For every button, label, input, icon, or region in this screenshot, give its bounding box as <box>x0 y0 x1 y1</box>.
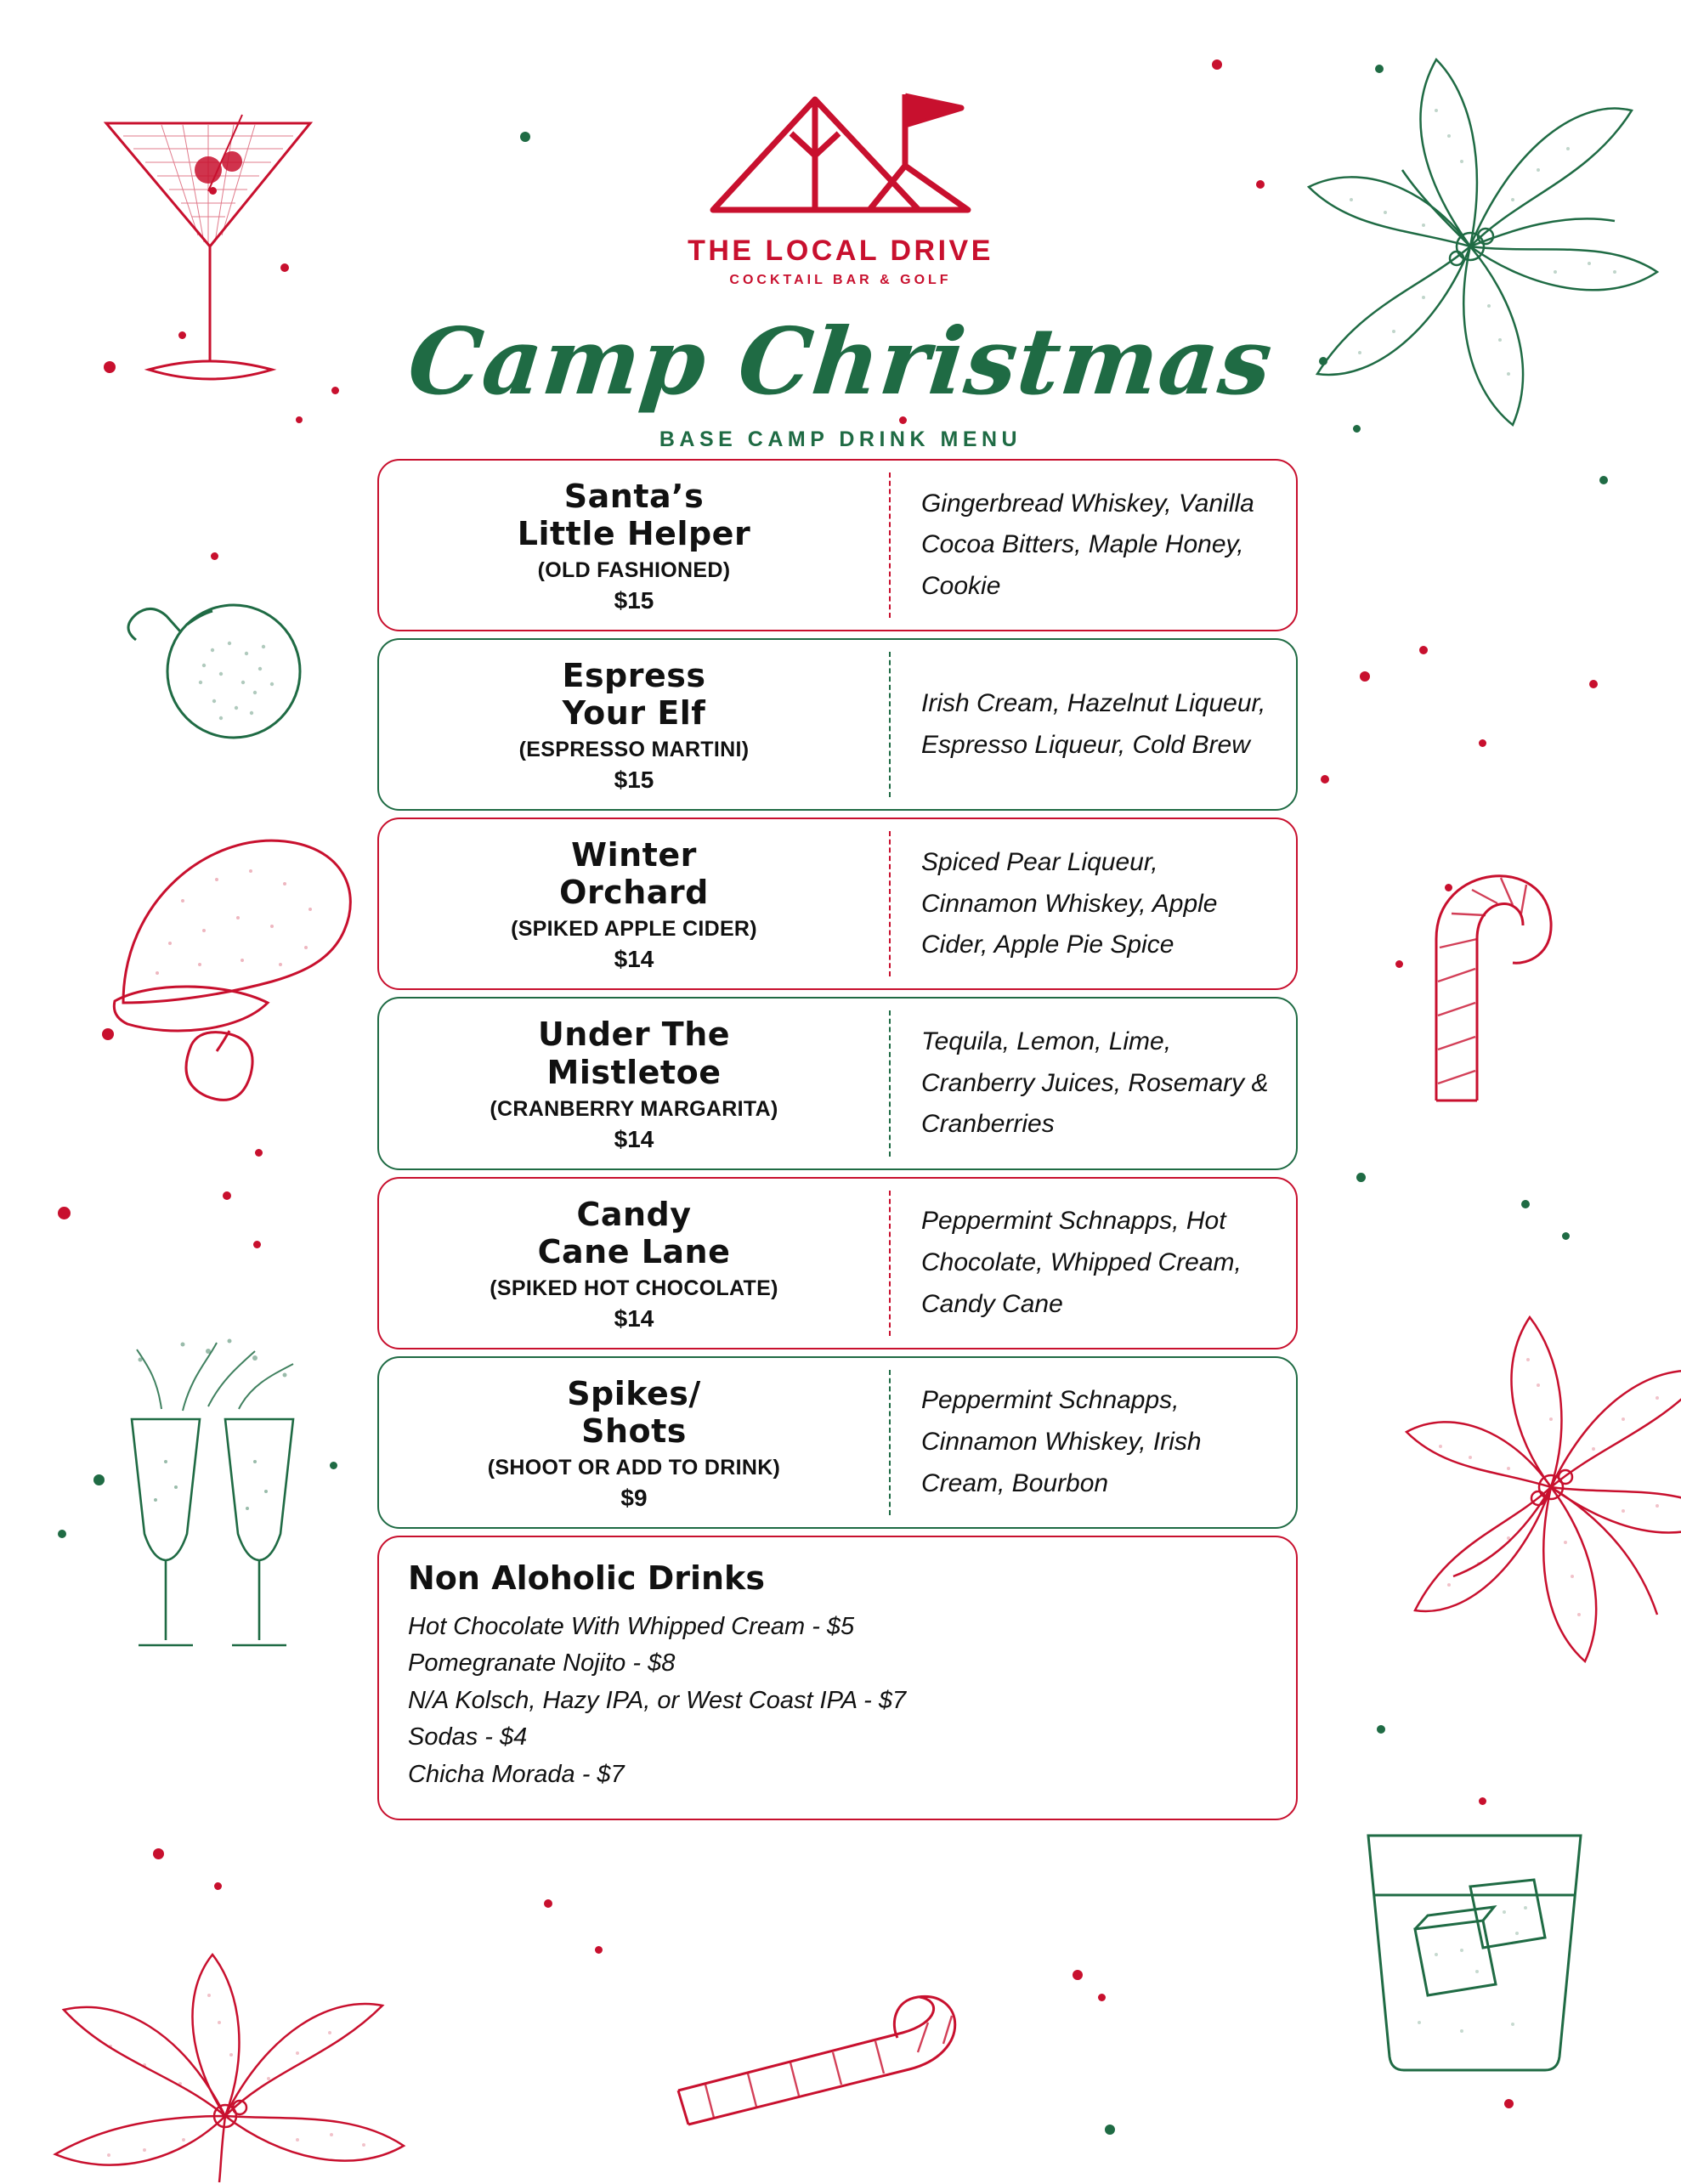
drink-name-line1: Under The <box>537 1016 731 1054</box>
drink-name <box>394 478 874 552</box>
drink-name <box>394 1196 874 1270</box>
drink-name <box>394 1375 874 1450</box>
drink-ingredients: Gingerbread Whiskey, Vanilla Cocoa Bitters, Maple Honey, Cookie <box>921 489 1254 600</box>
menu-item-left <box>379 461 889 630</box>
menu-item-right <box>891 819 1296 988</box>
non-alcoholic-item: Sodas - $4 <box>408 1723 528 1751</box>
drink-price: $14 <box>614 1125 654 1152</box>
menu-item-left <box>379 1179 889 1348</box>
drink-name-line1: Spikes/ <box>567 1374 701 1412</box>
menu-item-right <box>891 999 1296 1168</box>
mountain-flag-icon <box>688 81 993 229</box>
menu-item-row <box>377 997 1298 1169</box>
non-alcoholic-item: Hot Chocolate With Whipped Cream - $5 <box>408 1612 855 1640</box>
menu-item-right <box>891 640 1296 809</box>
drink-price: $14 <box>614 946 654 973</box>
drink-style: (ESPRESSO MARTINI) <box>518 738 750 762</box>
non-alcoholic-title: Non Aloholic Drinks <box>408 1559 765 1597</box>
menu-item-row <box>377 459 1298 631</box>
whiskey-glass-illustration <box>1334 1802 1615 2091</box>
drink-name-line2: Orchard <box>559 874 709 912</box>
menu-item-row <box>377 1177 1298 1349</box>
drink-name <box>394 657 874 732</box>
page-title: Camp Christmas <box>403 308 1278 416</box>
menu-item-row <box>377 1356 1298 1529</box>
brand-name: THE LOCAL DRIVE <box>688 235 993 267</box>
drink-ingredients: Peppermint Schnapps, Cinnamon Whiskey, Irish Cream, Bourbon <box>921 1386 1202 1497</box>
poinsettia-red-illustration <box>1368 1283 1681 1691</box>
menu-item-row <box>377 638 1298 811</box>
non-alcoholic-section <box>377 1536 1298 1821</box>
ornament-ball-illustration <box>85 565 340 752</box>
drink-menu <box>377 459 1298 1820</box>
drink-style: (SPIKED HOT CHOCOLATE) <box>490 1276 778 1300</box>
menu-item-right <box>891 461 1296 630</box>
drink-name-line1: Espress <box>562 657 706 695</box>
drink-price: $9 <box>620 1484 648 1511</box>
drink-name-line2: Little Helper <box>517 515 751 553</box>
drink-price: $15 <box>614 767 654 794</box>
drink-price: $14 <box>614 1304 654 1332</box>
drink-name-line1: Candy <box>576 1195 692 1233</box>
champagne-toast-illustration <box>81 1326 361 1674</box>
drink-price: $15 <box>614 587 654 614</box>
menu-item-row <box>377 818 1298 990</box>
drink-style: (SHOOT OR ADD TO DRINK) <box>487 1455 781 1480</box>
non-alcoholic-item: Chicha Morada - $7 <box>408 1760 625 1788</box>
page-subtitle: BASE CAMP DRINK MENU <box>659 427 1022 451</box>
drink-name <box>394 1016 874 1090</box>
menu-item-left <box>379 1358 889 1527</box>
drink-name <box>394 836 874 911</box>
menu-item-right <box>891 1179 1296 1348</box>
drink-name-line2: Your Elf <box>562 694 706 733</box>
santa-hat-illustration <box>89 790 378 1130</box>
drink-name-line1: Santa’s <box>563 478 705 515</box>
drink-name-line2: Mistletoe <box>546 1053 722 1091</box>
drink-style: (OLD FASHIONED) <box>537 558 731 583</box>
menu-item-left <box>379 999 889 1168</box>
drink-ingredients: Spiced Pear Liqueur, Cinnamon Whiskey, Apple Cider, Apple Pie Spice <box>921 848 1218 959</box>
drink-ingredients: Tequila, Lemon, Lime, Cranberry Juices, Rosemary & Cranberries <box>921 1027 1269 1139</box>
candy-cane-illustration <box>1377 812 1598 1117</box>
candy-cane-bottom-illustration <box>671 1972 1011 2150</box>
drink-style: (SPIKED APPLE CIDER) <box>511 917 757 942</box>
brand-tagline: COCKTAIL BAR & GOLF <box>729 273 952 287</box>
drink-ingredients: Irish Cream, Hazelnut Liqueur, Espresso Liqueur, Cold Brew <box>921 689 1266 759</box>
drink-name-line2: Shots <box>581 1412 687 1450</box>
menu-item-right <box>891 1358 1296 1527</box>
menu-item-left <box>379 819 889 988</box>
drink-name-line1: Winter <box>571 836 697 874</box>
drink-ingredients: Peppermint Schnapps, Hot Chocolate, Whipped Cream, Candy Cane <box>921 1207 1242 1318</box>
menu-header <box>0 81 1681 452</box>
non-alcoholic-item: Pomegranate Nojito - $8 <box>408 1649 676 1678</box>
menu-item-left <box>379 640 889 809</box>
non-alcoholic-item: N/A Kolsch, Hazy IPA, or West Coast IPA - $7 <box>408 1686 907 1714</box>
drink-name-line2: Cane Lane <box>537 1232 731 1270</box>
poinsettia-red-bottom-illustration <box>17 1904 459 2184</box>
drink-style: (CRANBERRY MARGARITA) <box>490 1096 778 1121</box>
